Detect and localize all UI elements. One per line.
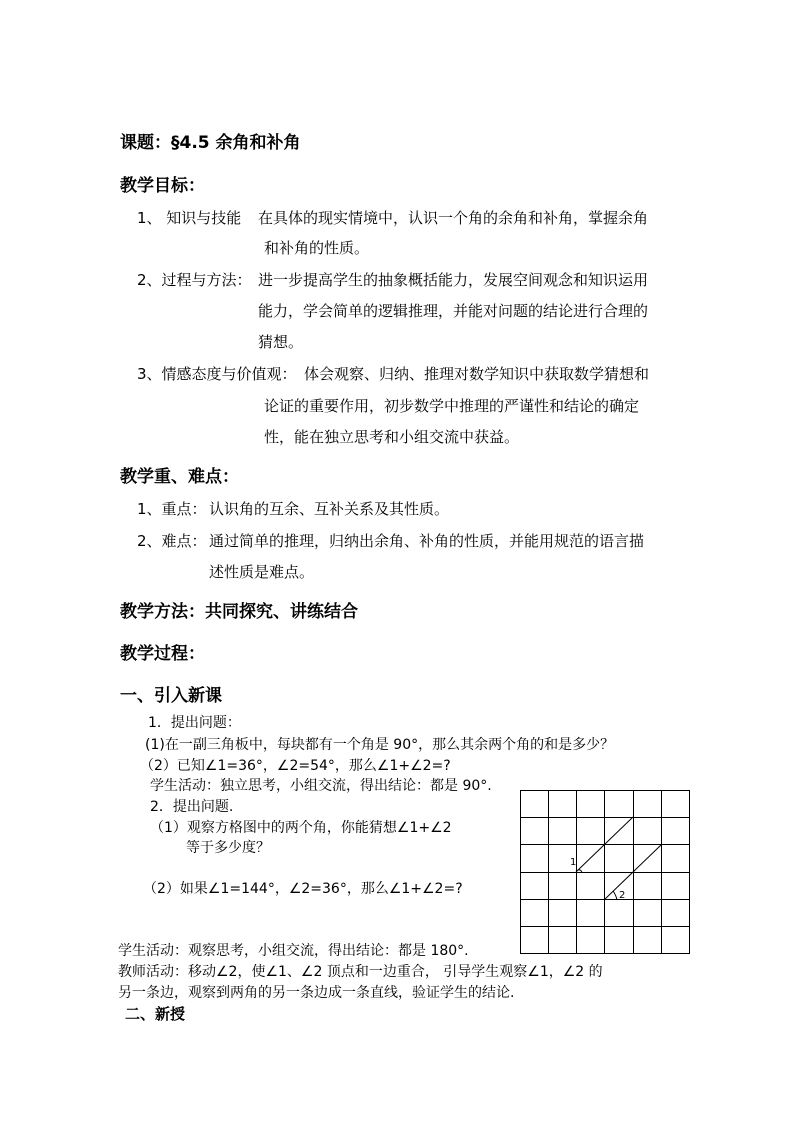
- section-1-line-2: (1)在一副三角板中，每块都有一个角是 90°，那么其余两个角的和是多少？: [145, 737, 615, 753]
- section-1-line-7: 等于多少度？: [186, 840, 270, 856]
- objectives-heading: 教学目标：: [120, 176, 205, 196]
- angle-2-label: 2: [619, 890, 626, 901]
- angle-grid-figure: [520, 790, 690, 954]
- angle-rays: [576, 817, 661, 900]
- section-1-line-11: 另一条边，观察到两角的另一条边成一条直线，验证学生的结论.: [118, 985, 515, 1001]
- angle-1-label: 1: [570, 857, 577, 868]
- section-2-heading: 二、新授: [125, 1005, 186, 1023]
- key-points-heading: 教学重、难点：: [120, 467, 239, 487]
- objective-1-line-2: 和补角的性质。: [264, 239, 370, 257]
- section-1-line-5: 2．提出问题.: [150, 799, 234, 815]
- section-1-line-1: 1．提出问题：: [148, 715, 241, 731]
- teaching-method: 教学方法：共同探究、讲练结合: [120, 602, 358, 622]
- objective-2-line-1: 进一步提高学生的抽象概括能力，发展空间观念和知识运用: [258, 271, 649, 289]
- objective-3-line-3: 性，能在独立思考和小组交流中获益。: [264, 428, 520, 446]
- objective-2-label: 2、过程与方法：: [137, 271, 252, 289]
- section-1-line-6: （1）观察方格图中的两个角，你能猜想∠1+∠2: [150, 820, 452, 836]
- lesson-title: 课题：§4.5 余角和补角: [120, 133, 301, 153]
- section-1-heading: 一、引入新课: [120, 686, 222, 706]
- objective-3-line-1: 体会观察、归纳、推理对数学知识中获取数学猜想和: [304, 365, 650, 383]
- angle-1-arc: [578, 870, 582, 872]
- section-1-line-3: （2）已知∠1=36°，∠2=54°，那么∠1+∠2=?: [140, 758, 451, 774]
- section-1-line-8: （2）如果∠1=144°，∠2=36°，那么∠1+∠2=?: [143, 881, 463, 897]
- section-1-line-9: 学生活动：观察思考，小组交流，得出结论：都是 180°.: [118, 943, 469, 959]
- objective-1-label: 1、 知识与技能: [137, 209, 242, 227]
- key-point-2-line-2: 述性质是难点。: [209, 563, 315, 581]
- key-point-2-line-1: 通过简单的推理，归纳出余角、补角的性质，并能用规范的语言描: [209, 532, 645, 550]
- key-point-1-label: 1、重点：: [137, 500, 207, 518]
- objective-3-label: 3、情感态度与价值观：: [137, 365, 297, 383]
- angle-2-arc: [613, 891, 617, 900]
- objective-2-line-3: 猜想。: [258, 333, 304, 351]
- process-heading: 教学过程：: [120, 644, 205, 664]
- objective-3-line-2: 论证的重要作用，初步数学中推理的严谨性和结论的确定: [264, 397, 640, 415]
- objective-1-line-1: 在具体的现实情境中，认识一个角的余角和补角，掌握余角: [258, 209, 649, 227]
- section-1-line-4: 学生活动：独立思考，小组交流，得出结论：都是 90°.: [150, 778, 492, 794]
- objective-2-line-2: 能力，学会简单的逻辑推理，并能对问题的结论进行合理的: [258, 302, 649, 320]
- grid-lines: [520, 790, 690, 954]
- section-1-line-10: 教师活动：移动∠2，使∠1、∠2 顶点和一边重合， 引导学生观察∠1，∠2 的: [118, 964, 603, 980]
- grid-diagram: [520, 790, 690, 954]
- key-point-1-line-1: 认识角的互余、互补关系及其性质。: [209, 500, 450, 518]
- key-point-2-label: 2、难点：: [137, 532, 207, 550]
